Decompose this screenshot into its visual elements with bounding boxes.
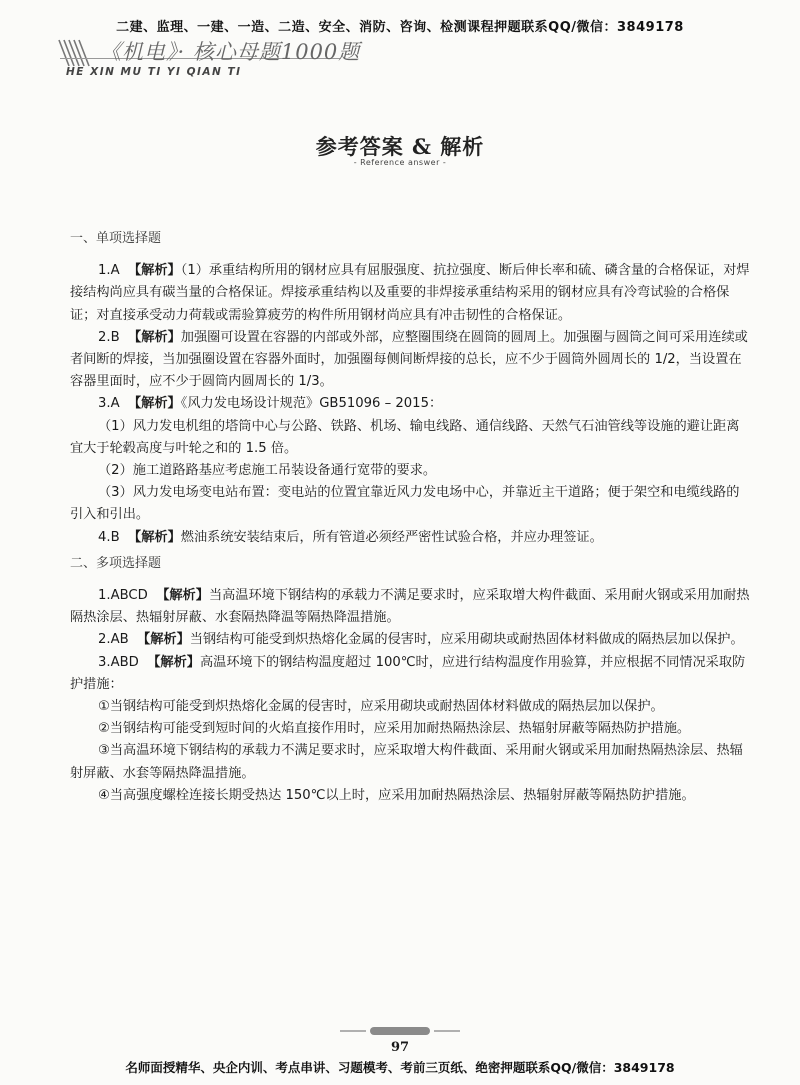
answer-number: 1.ABCD (98, 588, 148, 604)
answer-text: （1）承重结构所用的钢材应具有屈服强度、抗拉强度、断后伸长率和硫、磷含量的合格保证，对焊接结构尚应具有碳当量的合格保证。焊接承重结构以及重要的非焊接承重结构采用的钢材应具有冷弯试验的合格保证；对直接承受动力荷载或需验算疲劳的构件所用钢材尚应具有冲击韧性的合格保证。 (70, 263, 750, 323)
multiple-choice-heading: 二、多项选择题 (70, 555, 162, 571)
answer-number: 3.ABD (98, 654, 139, 670)
answer-subitem: ①当钢结构可能受到炽热熔化金属的侵害时，应采用砌块或耐热固体材料做成的隔热层加以保护。 (98, 699, 664, 715)
answer-item (70, 652, 752, 696)
analysis-tag: 【解析】 (128, 529, 181, 545)
book-title-pinyin: HE XIN MU TI YI QIAN TI (66, 66, 242, 78)
page-number-ornament (340, 1024, 460, 1038)
answer-subitem: ③当高温环境下钢结构的承载力不满足要求时，应采取增大构件截面、采用耐火钢或采用加耐热隔热涂层、热辐射屏蔽、水套等隔热降温措施。 (70, 743, 743, 781)
answer-number: 4.B (98, 529, 120, 545)
answer-subitem: ②当钢结构可能受到短时间的火焰直接作用时，应采用加耐热隔热涂层、热辐射屏蔽等隔热防护措施。 (98, 721, 691, 737)
answer-item (70, 585, 752, 629)
answer-number: 3.A (98, 396, 120, 412)
analysis-tag: 【解析】 (128, 263, 181, 279)
answer-subitem: （3）风力发电场变电站布置：变电站的位置宜靠近风力发电场中心，并靠近主干道路；便于架空和电缆线路的引入和引出。 (70, 485, 740, 523)
analysis-tag: 【解析】 (137, 632, 190, 648)
answer-text: 《风力发电场设计规范》GB51096 – 2015： (180, 396, 443, 412)
answer-item (70, 527, 752, 549)
section-title: 参考答案 & 解析 (315, 134, 485, 159)
bottom-contact-banner: 名师面授精华、央企内训、考点串讲、习题模考、考前三页纸、绝密押题联系QQ/微信：3849178 (125, 1060, 675, 1075)
answer-subitem: ④当高强度螺栓连接长期受热达 150℃以上时，应采用加耐热隔热涂层、热辐射屏蔽等隔热防护措施。 (98, 787, 695, 803)
answer-text: 高温环境下的钢结构温度超过 100℃时，应进行结构温度作用验算，并应根据不同情况采取防护措施： (70, 654, 746, 692)
answer-item (70, 260, 752, 327)
single-choice-heading: 一、单项选择题 (70, 231, 162, 246)
book-title: 《机电》· 核心母题1000题 (100, 40, 361, 64)
answer-text: 燃油系统安装结束后，所有管道必须经严密性试验合格，并应办理签证。 (180, 529, 603, 545)
answer-text: 当高温环境下钢结构的承载力不满足要求时，应采取增大构件截面、采用耐火钢或采用加耐热隔热涂层、热辐射屏蔽、水套隔热降温等隔热降温措施。 (70, 588, 750, 626)
answer-text: 加强圈可设置在容器的内部或外部，应整圈围绕在圆筒的圆周上。加强圈与圆筒之间可采用连续或者间断的焊接，当加强圈设置在容器外面时，加强圈每侧间断焊接的总长，应不少于圆筒外圆周长的 1/2，当设置在容器里面时，应不少于圆筒内圆周长的 1/3。 (70, 329, 748, 390)
analysis-tag: 【解析】 (128, 396, 181, 412)
answer-text: 当钢结构可能受到炽热熔化金属的侵害时，应采用砌块或耐热固体材料做成的隔热层加以保护。 (189, 632, 744, 648)
analysis-tag: 【解析】 (156, 588, 209, 604)
answer-item (70, 393, 752, 415)
page-number: 97 (390, 1040, 410, 1055)
answer-item (70, 629, 752, 651)
answer-content (70, 228, 752, 807)
answer-number: 2.B (98, 329, 120, 345)
answer-number: 2.AB (98, 632, 129, 648)
section-subtitle: - Reference answer - (353, 158, 447, 167)
answer-item (70, 327, 752, 394)
answer-subitem: （2）施工道路路基应考虑施工吊装设备通行宽带的要求。 (98, 463, 437, 479)
top-contact-banner: 二建、监理、一建、一造、二造、安全、消防、咨询、检测课程押题联系QQ/微信：3849178 (116, 20, 684, 35)
analysis-tag: 【解析】 (128, 329, 181, 345)
answer-subitem: （1）风力发电机组的塔筒中心与公路、铁路、机场、输电线路、通信线路、天然气石油管线等设施的避让距离宜大于轮毂高度与叶轮之和的 1.5 倍。 (70, 418, 740, 456)
analysis-tag: 【解析】 (147, 654, 200, 670)
answer-number: 1.A (98, 263, 120, 279)
